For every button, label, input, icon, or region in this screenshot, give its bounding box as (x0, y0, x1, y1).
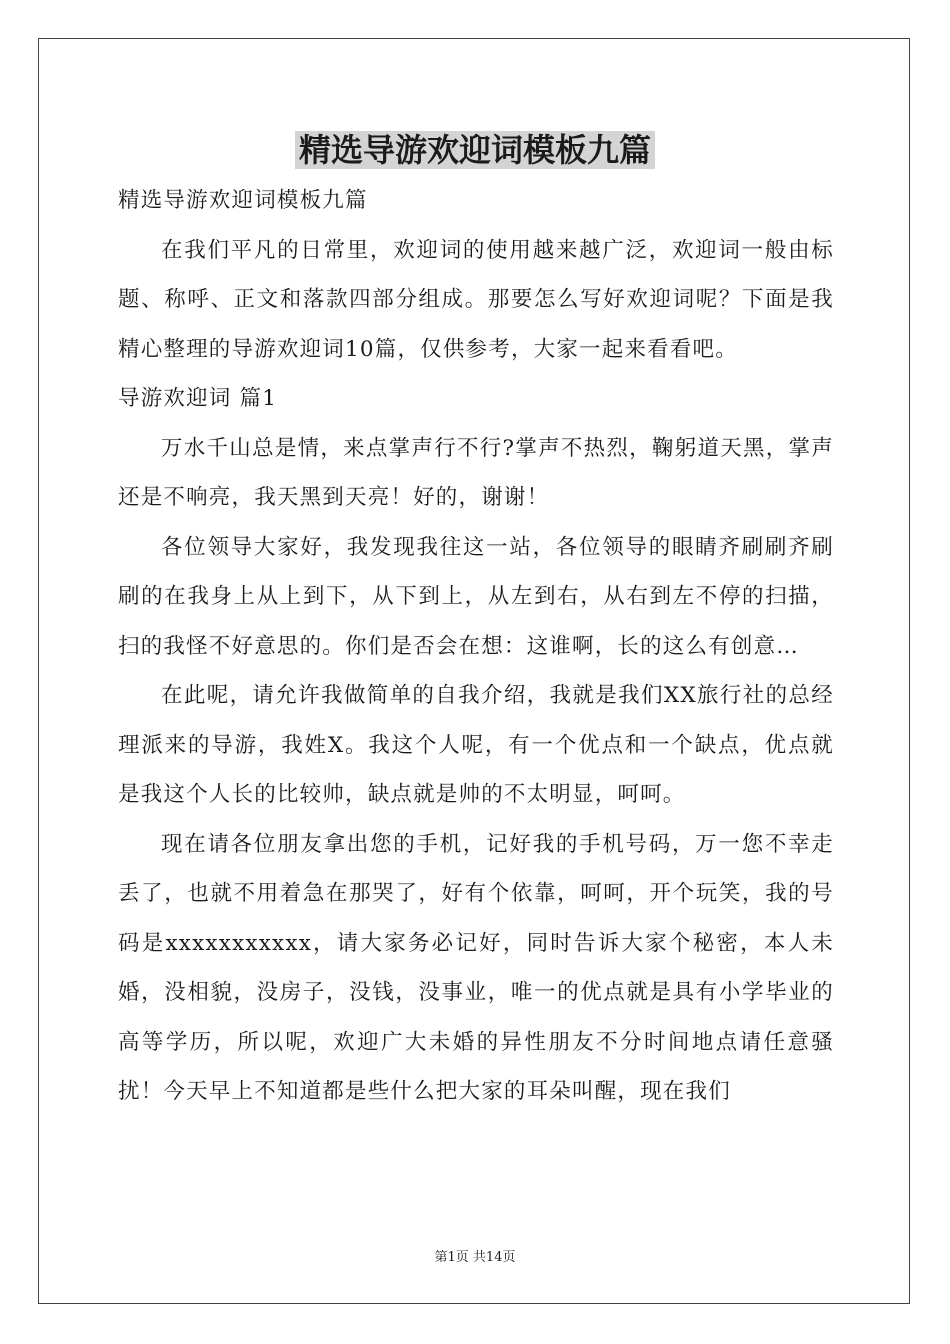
paragraph: 万水千山总是情，来点掌声行不行?掌声不热烈，鞠躬道天黑，掌声还是不响亮，我天黑到天亮！好的，谢谢！ (118, 435, 834, 510)
document-title (0, 126, 950, 174)
document-title-text: 精选导游欢迎词模板九篇 (295, 131, 655, 169)
paragraph-subtitle: 精选导游欢迎词模板九篇 (118, 188, 368, 213)
paragraph: 各位领导大家好，我发现我往这一站，各位领导的眼睛齐刷刷齐刷刷的在我身上从上到下，从下到上，从左到右，从右到左不停的扫描，扫的我怪不好意思的。你们是否会在想：这谁啊，长的这么有创意… (118, 534, 834, 659)
paragraph-intro: 在我们平凡的日常里，欢迎词的使用越来越广泛，欢迎词一般由标题、称呼、正文和落款四部分组成。那要怎么写好欢迎词呢？下面是我精心整理的导游欢迎词10篇，仅供参考，大家一起来看看吧。 (118, 237, 834, 362)
page-footer: 第1页 共14页 (434, 1250, 516, 1265)
paragraph: 在此呢，请允许我做简单的自我介绍，我就是我们XX旅行社的总经理派来的导游，我姓X。我这个人呢，有一个优点和一个缺点，优点就是我这个人长的比较帅，缺点就是帅的不太明显，呵呵。 (118, 683, 834, 807)
paragraph: 现在请各位朋友拿出您的手机，记好我的手机号码，万一您不幸走丢了，也就不用着急在那哭了，好有个依靠，呵呵，开个玩笑，我的号码是xxxxxxxxxxx，请大家务必记好，同时告诉大家个秘密，本人未婚，没相貌，没房子，没钱，没事业，唯一的优点就是具有小学毕业的高等学历，所以呢，欢迎广大未婚的异性朋友不分时间地点请任意骚扰！今天早上不知道都是些什么把大家的耳朵叫醒，现在我们 (118, 831, 834, 1104)
section-heading: 导游欢迎词 篇1 (118, 386, 278, 411)
document-body (118, 176, 834, 1117)
